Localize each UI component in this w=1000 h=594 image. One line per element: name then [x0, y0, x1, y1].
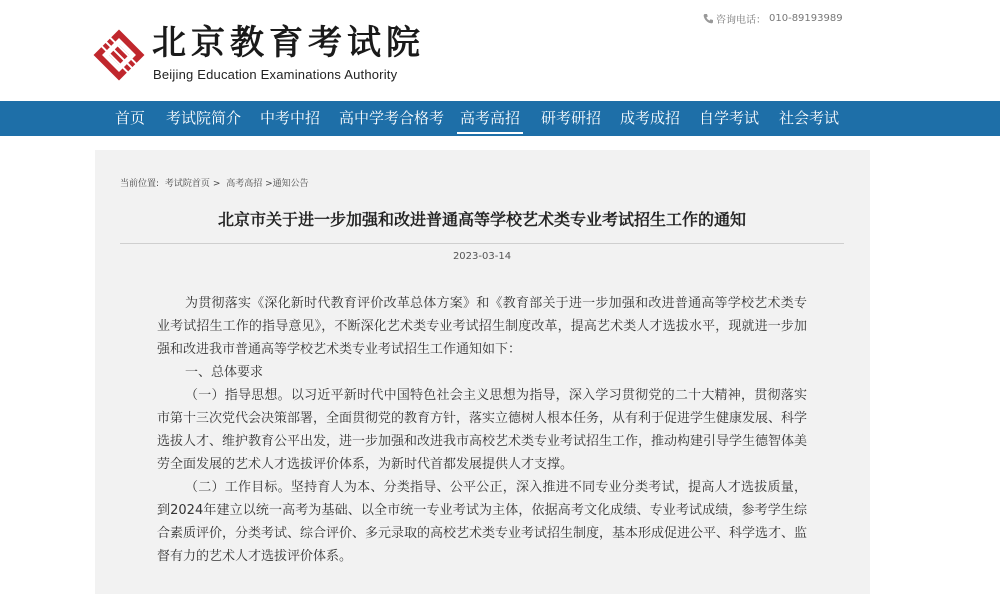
nav-item-about[interactable]: 考试院简介	[166, 109, 242, 127]
breadcrumb-separator: >	[212, 179, 221, 189]
breadcrumb	[120, 176, 309, 189]
site-header	[0, 0, 1000, 101]
nav-item-home[interactable]: 首页	[115, 109, 146, 127]
main-nav	[0, 101, 1000, 136]
hotline-number: 010-89193989	[769, 13, 843, 24]
article-intro: 为贯彻落实《深化新时代教育评价改革总体方案》和《教育部关于进一步加强和改进普通高等学校艺术类专业考试招生工作的指导意见》，不断深化艺术类专业考试招生制度改革，提高艺术类人才选拔水平，现就进一步加强和改进我市普通高等学校艺术类专业考试招生工作通知如下：	[157, 296, 807, 357]
logo-icon[interactable]	[93, 29, 145, 81]
article-paragraph: （一）指导思想。以习近平新时代中国特色社会主义思想为指导，深入学习贯彻党的二十大精神，贯彻落实市第十三次党代会决策部署，全面贯彻党的教育方针，落实立德树人根本任务，从有利于促进学生健康发展、科学选拔人才、维护教育公平出发，进一步加强和改进我市高校艺术类专业考试招生工作，推动构建引导学生德智体美劳全面发展的艺术人才选拔评价体系，为新时代首都发展提供人才支撑。	[157, 388, 808, 472]
breadcrumb-notice-link[interactable]: >通知公告	[265, 179, 309, 189]
article-title: 北京市关于进一步加强和改进普通高等学校艺术类专业考试招生工作的通知	[217, 210, 746, 229]
logo-title-cn[interactable]: 北京教育考试院	[152, 23, 425, 63]
article-body	[157, 292, 807, 568]
nav-item-zikao[interactable]: 自学考试	[699, 109, 760, 127]
nav-item-shehui[interactable]: 社会考试	[779, 109, 840, 127]
breadcrumb-prefix: 当前位置:	[120, 179, 160, 189]
hotline	[703, 11, 843, 26]
nav-item-chengkao[interactable]: 成考成招	[620, 109, 681, 127]
breadcrumb-home-link[interactable]: 考试院首页	[164, 179, 210, 189]
breadcrumb-gaokao-link[interactable]: 高考高招	[226, 179, 263, 189]
logo-title-en: Beijing Education Examinations Authority	[153, 67, 398, 82]
hotline-label: 咨询电话：	[716, 15, 766, 26]
nav-item-yankao[interactable]: 研考研招	[541, 109, 602, 127]
nav-item-xuekao[interactable]: 高中学考合格考	[339, 109, 445, 127]
article-paragraph: （二）工作目标。坚持育人为本、分类指导、公平公正，深入推进不同专业分类考试，提高人才选拔质量，到2024年建立以统一高考为基础、以全市统一专业考试为主体，依据高考文化成绩、专业考试成绩，参考学生综合素质评价，分类考试、综合评价、多元录取的高校艺术类专业考试招生制度，基本形成促进公平、科学选才、监督有力的艺术人才选拔评价体系。	[157, 480, 808, 564]
section-heading: 一、总体要求	[185, 365, 264, 380]
title-divider	[120, 243, 844, 244]
article-date: 2023-03-14	[452, 251, 512, 262]
nav-item-zhongkao[interactable]: 中考中招	[260, 109, 321, 127]
phone-icon	[703, 13, 713, 24]
nav-item-gaokao[interactable]: 高考高招	[457, 102, 523, 134]
